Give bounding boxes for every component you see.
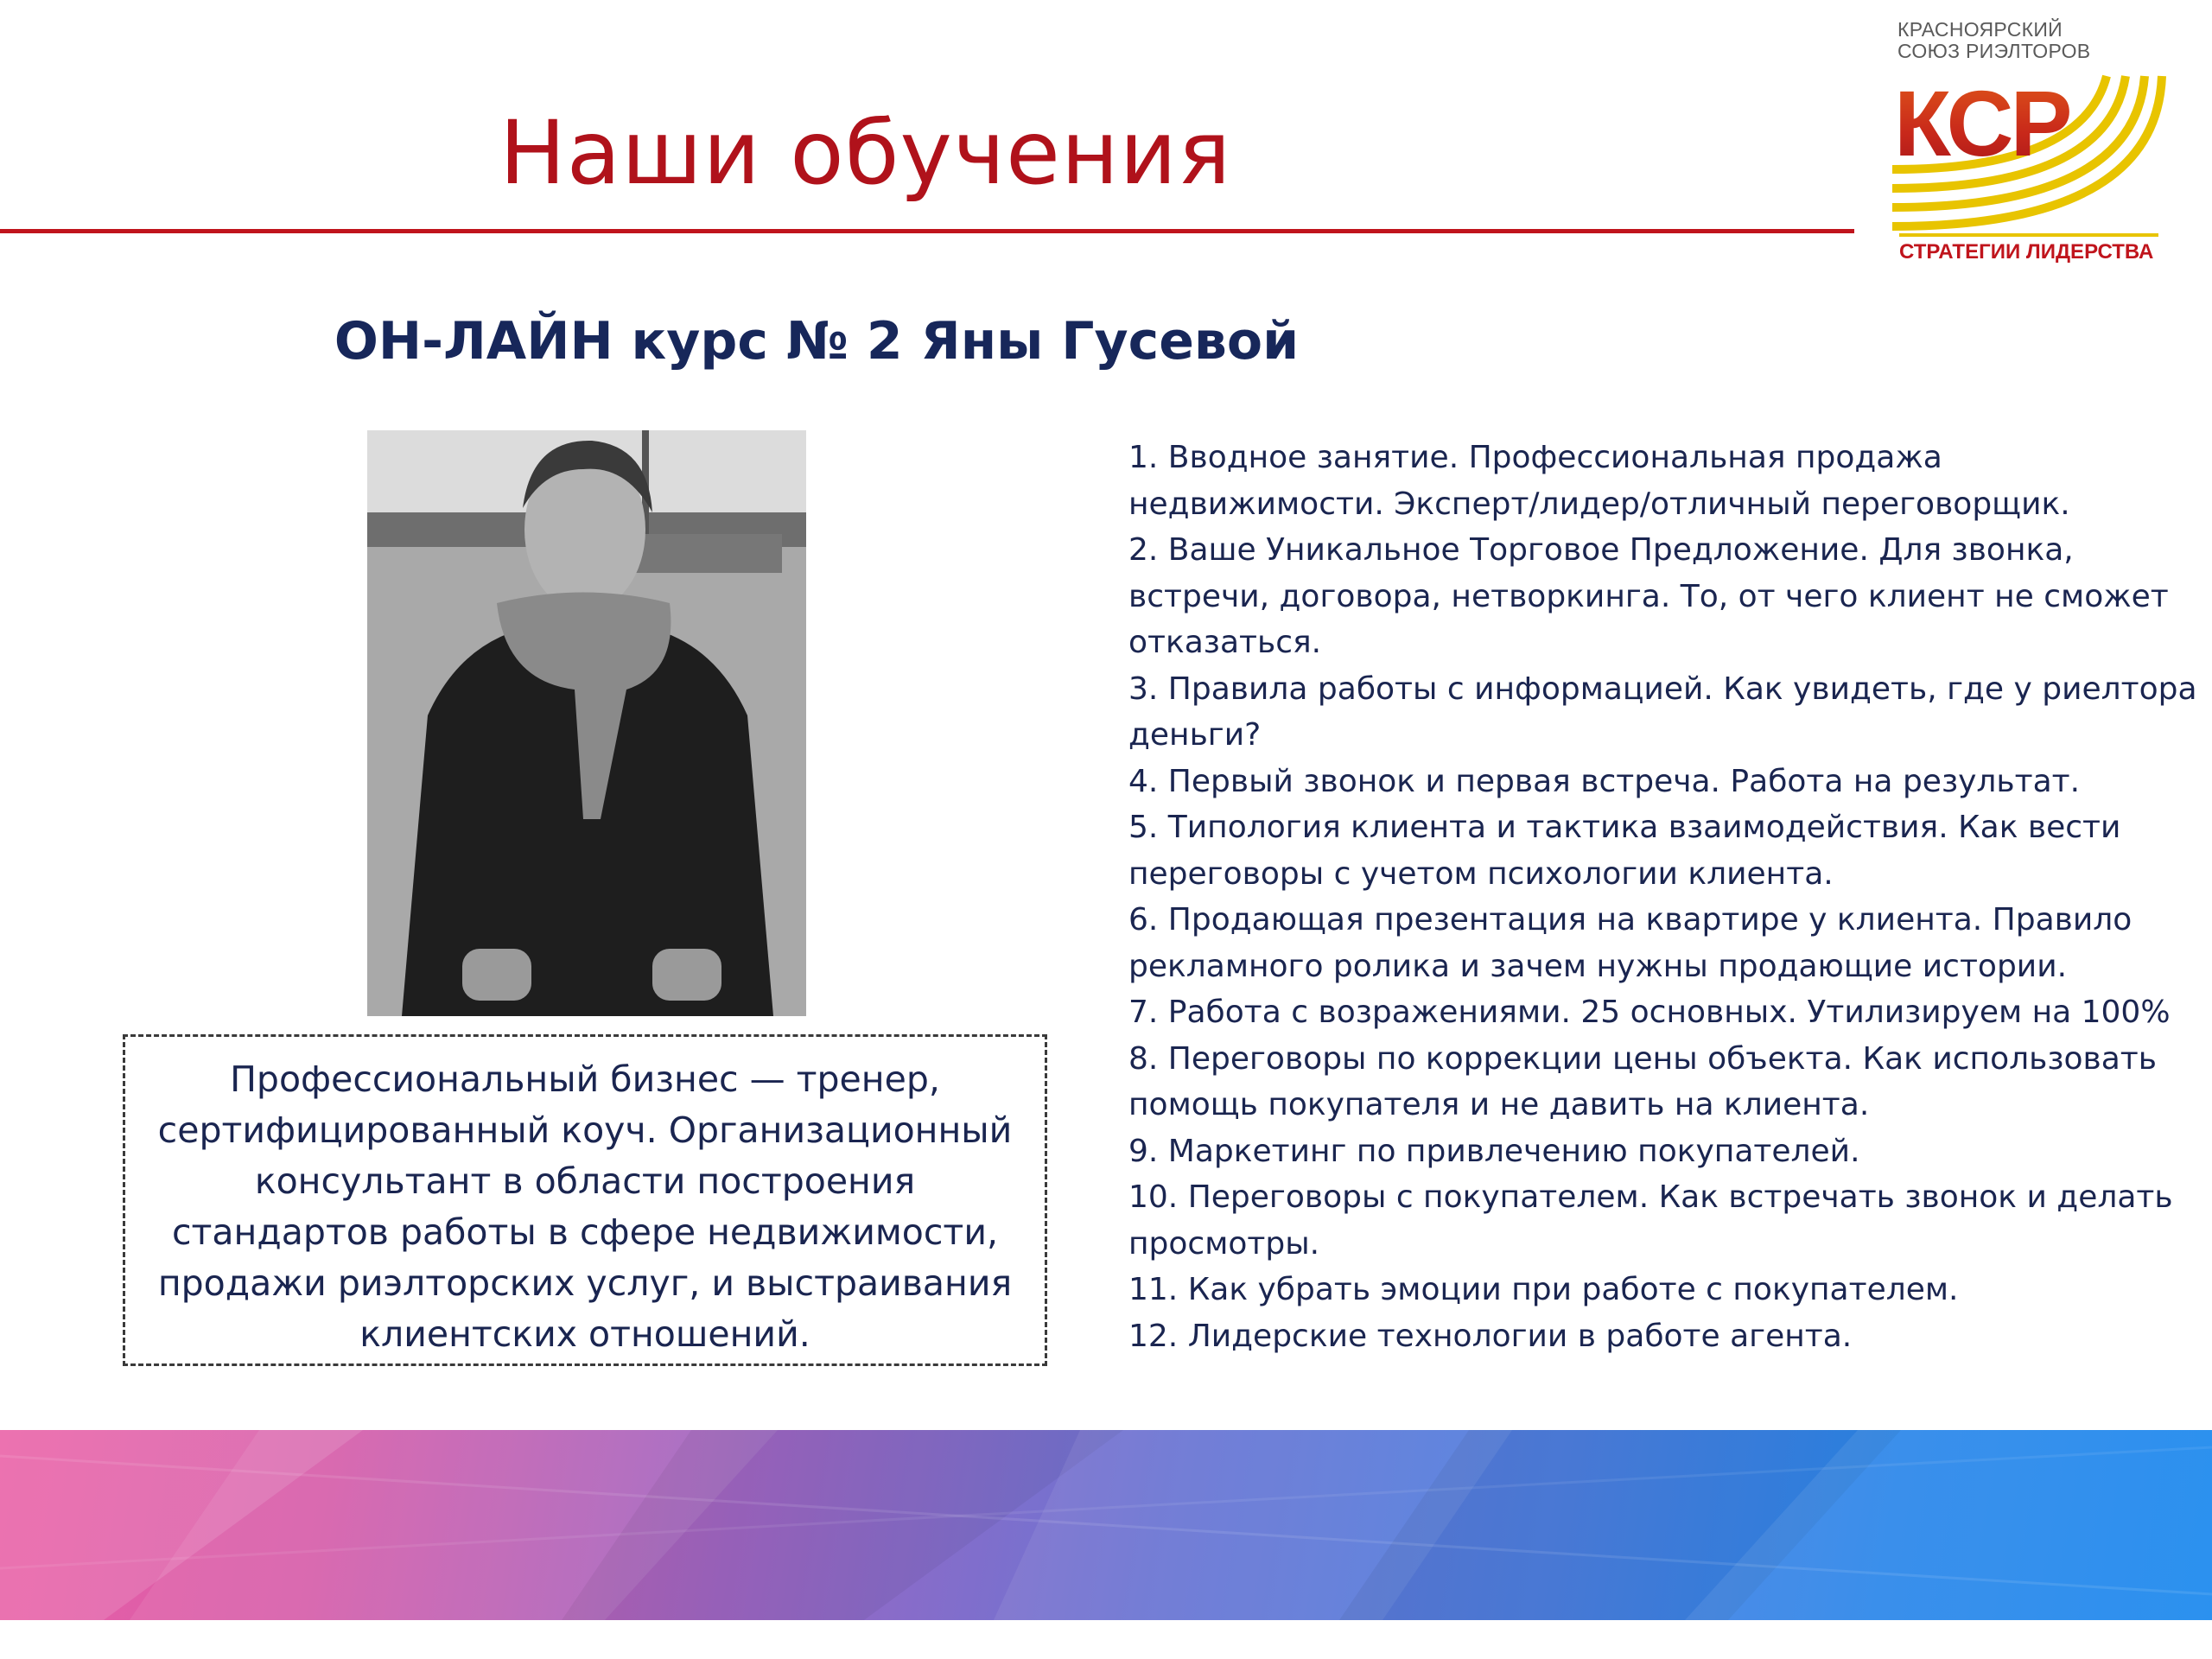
trainer-bio: Профессиональный бизнес — тренер, сертифицированный коуч. Организационный консультант в области построения стандартов работы в сфере недвижимости, продажи риэлторских услуг, и выстраивания клиентских отношений.: [123, 1034, 1047, 1366]
trainer-photo: [367, 430, 806, 1016]
logo-org-name: [1897, 19, 2090, 62]
program-item-3: 3. Правила работы с информацией. Как увидеть, где у риелтора деньги?: [1128, 671, 2197, 753]
logo-line1: КРАСНОЯРСКИЙ: [1897, 18, 2063, 41]
logo-mark-graphic: [1892, 67, 2169, 240]
program-item-11: 11. Как убрать эмоции при работе с покупателем.: [1128, 1272, 1959, 1307]
program-item-12: 12. Лидерские технологии в работе агента.: [1128, 1318, 1853, 1354]
program-item-2: 2. Ваше Уникальное Торговое Предложение. Для звонка, встречи, договора, нетворкинга. То, от чего клиент не сможет отказаться.: [1128, 532, 2169, 660]
trainer-photo-graphic: [367, 430, 806, 1016]
ksr-logo: [1892, 19, 2169, 278]
course-title: ОН-ЛАЙН курс № 2 Яны Гусевой: [334, 311, 1300, 372]
footer-pattern: [0, 1430, 2212, 1620]
page-title: Наши обучения: [499, 102, 1232, 205]
program-item-7: 7. Работа с возражениями. 25 основных. Утилизируем на 100%: [1128, 995, 2171, 1030]
program-item-1: 1. Вводное занятие. Профессиональная продажа недвижимости. Эксперт/лидер/отличный переговорщик.: [1128, 440, 2070, 522]
logo-tagline: СТРАТЕГИИ ЛИДЕРСТВА: [1899, 240, 2154, 264]
logo-underline: [1899, 233, 2158, 237]
logo-mark-text: КСР: [1894, 71, 2069, 175]
program-item-4: 4. Первый звонок и первая встреча. Работа на результат.: [1128, 763, 2081, 799]
footer-decorative-band: [0, 1430, 2212, 1620]
program-item-10: 10. Переговоры с покупателем. Как встречать звонок и делать просмотры.: [1128, 1179, 2173, 1262]
title-divider: [0, 229, 1854, 233]
course-program-list: [1128, 435, 2200, 1359]
logo-line2: СОЮЗ РИЭЛТОРОВ: [1897, 40, 2091, 62]
program-item-9: 9. Маркетинг по привлечению покупателей.: [1128, 1133, 1860, 1169]
program-item-5: 5. Типология клиента и тактика взаимодействия. Как вести переговоры с учетом психологии клиента.: [1128, 810, 2121, 892]
program-item-6: 6. Продающая презентация на квартире у клиента. Правило рекламного ролика и зачем нужны продающие истории.: [1128, 902, 2133, 984]
program-item-8: 8. Переговоры по коррекции цены объекта. Как использовать помощь покупателя и не давить на клиента.: [1128, 1040, 2157, 1122]
